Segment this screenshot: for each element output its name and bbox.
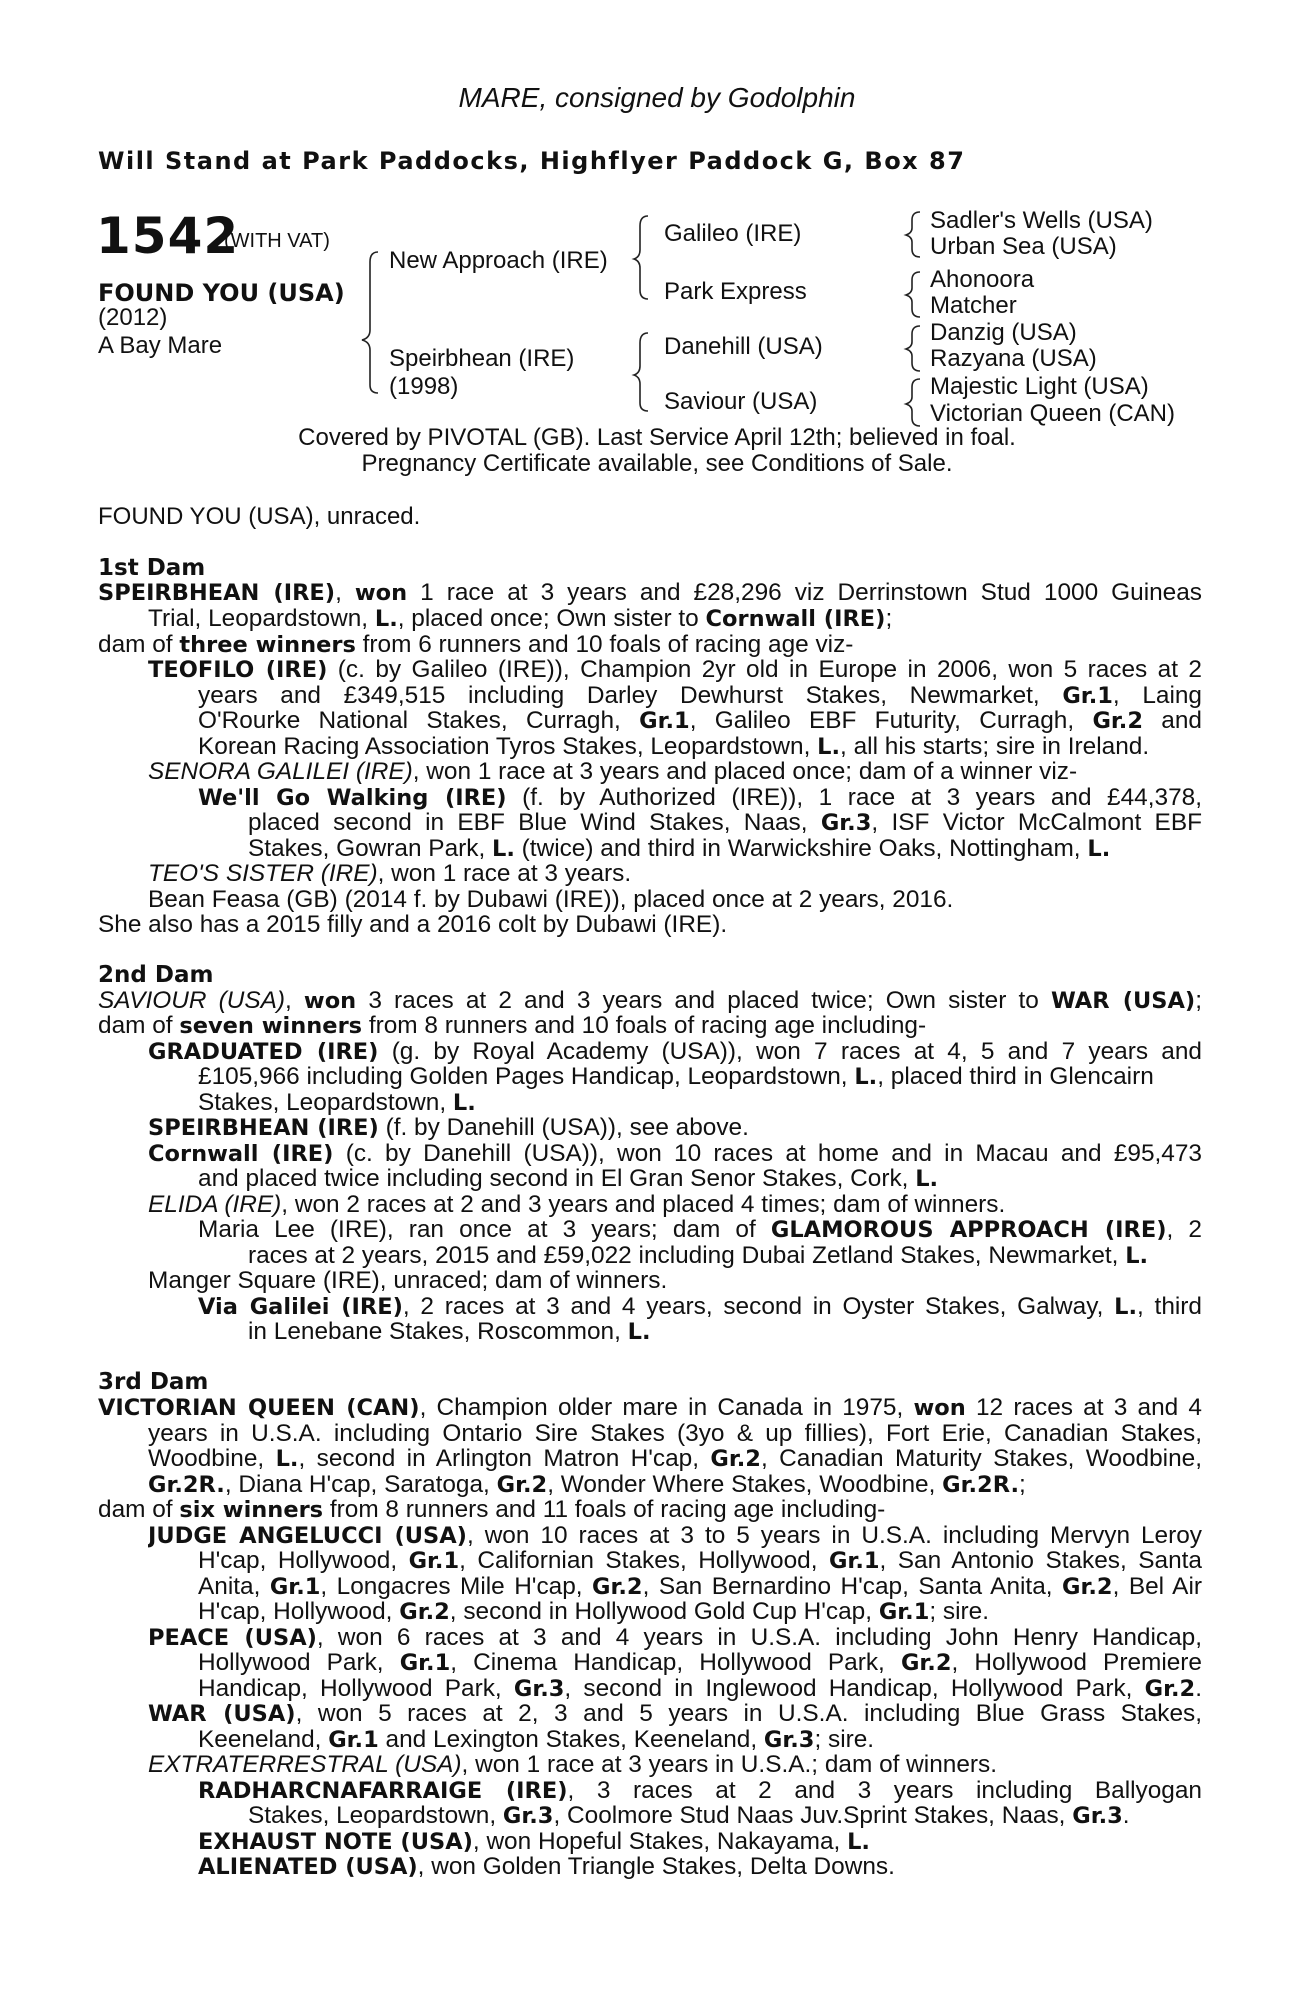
section-heading-dam2: 2nd Dam: [98, 962, 214, 988]
text-line: WAR (USA), won 5 races at 2, 3 and 5 years in U.S.A. including Blue Grass Stakes,: [148, 1700, 1202, 1726]
text-line: ALIENATED (USA), won Golden Triangle Stakes, Delta Downs.: [198, 1853, 895, 1880]
dam-dam: Saviour (USA): [664, 388, 818, 415]
sire-dam: Park Express: [664, 278, 807, 305]
ancestor-4: Matcher: [930, 292, 1017, 319]
text-line: We'll Go Walking (IRE) (f. by Authorized (IRE)), 1 race at 3 years and £44,378,: [198, 784, 1202, 810]
section-heading-dam1: 1st Dam: [98, 555, 206, 581]
text-line: EXTRATERRESTRAL (USA), won 1 race at 3 years in U.S.A.; dam of winners.: [148, 1751, 998, 1778]
text-line: dam of seven winners from 8 runners and 10 foals of racing age including-: [98, 1012, 927, 1039]
text-line: Keeneland, Gr.1 and Lexington Stakes, Keeneland, Gr.3; sire.: [198, 1726, 875, 1753]
text-line: GRADUATED (IRE) (g. by Royal Academy (USA)), won 7 races at 4, 5 and 7 years and: [148, 1038, 1202, 1064]
text-line: H'cap, Hollywood, Gr.2, second in Hollywood Gold Cup H'cap, Gr.1; sire.: [198, 1598, 990, 1625]
text-line: SAVIOUR (USA), won 3 races at 2 and 3 years and placed twice; Own sister to WAR (USA);: [98, 987, 1202, 1013]
sire-name: New Approach (IRE): [389, 247, 608, 274]
text-line: £105,966 including Golden Pages Handicap, Leopardstown, L., placed third in Glencairn: [198, 1063, 1154, 1090]
ancestor-5: Danzig (USA): [930, 319, 1077, 346]
ancestor-6: Razyana (USA): [930, 345, 1097, 372]
ancestor-8: Victorian Queen (CAN): [930, 400, 1175, 427]
ancestor-1: Sadler's Wells (USA): [930, 207, 1153, 234]
vat-label: (WITH VAT): [224, 230, 330, 252]
text-line: RADHARCNAFARRAIGE (IRE), 3 races at 2 and 3 years including Ballyogan: [198, 1777, 1202, 1803]
text-line: dam of six winners from 8 runners and 11 foals of racing age including-: [98, 1496, 886, 1523]
text-line: TEOFILO (IRE) (c. by Galileo (IRE)), Champion 2yr old in Europe in 2006, won 5 races at 2: [148, 656, 1202, 682]
horse-year: (2012): [98, 304, 168, 331]
text-line: and placed twice including second in El Gran Senor Stakes, Cork, L.: [198, 1165, 939, 1192]
text-line: Bean Feasa (GB) (2014 f. by Dubawi (IRE)), placed once at 2 years, 2016.: [148, 886, 954, 913]
ancestor-7: Majestic Light (USA): [930, 373, 1149, 400]
ancestor-3: Ahonoora: [930, 266, 1035, 293]
text-line: Stakes, Leopardstown, Gr.3, Coolmore Stud Naas Juv.Sprint Stakes, Naas, Gr.3.: [248, 1802, 1130, 1829]
text-line: JUDGE ANGELUCCI (USA), won 10 races at 3 to 5 years in U.S.A. including Mervyn Leroy: [148, 1522, 1202, 1548]
text-line: Handicap, Hollywood Park, Gr.3, second in Inglewood Handicap, Hollywood Park, Gr.2.: [198, 1675, 1202, 1701]
dam-name: Speirbhean (IRE): [389, 345, 575, 372]
location-line: Will Stand at Park Paddocks, Highflyer Paddock G, Box 87: [98, 147, 966, 175]
text-line: H'cap, Hollywood, Gr.1, Californian Stakes, Hollywood, Gr.1, San Antonio Stakes, Santa: [198, 1547, 1202, 1573]
text-line: Maria Lee (IRE), ran once at 3 years; dam of GLAMOROUS APPROACH (IRE), 2: [198, 1216, 1202, 1242]
ancestor-2: Urban Sea (USA): [930, 233, 1117, 260]
text-line: She also has a 2015 filly and a 2016 colt by Dubawi (IRE).: [98, 911, 728, 938]
text-line: SENORA GALILEI (IRE), won 1 race at 3 years and placed once; dam of a winner viz-: [148, 758, 1078, 785]
text-line: years and £349,515 including Darley Dewhurst Stakes, Newmarket, Gr.1, Laing: [198, 682, 1202, 708]
text-line: Cornwall (IRE) (c. by Danehill (USA)), won 10 races at home and in Macau and £95,473: [148, 1140, 1202, 1166]
text-line: O'Rourke National Stakes, Curragh, Gr.1, Galileo EBF Futurity, Curragh, Gr.2 and: [198, 707, 1202, 733]
section-heading-dam3: 3rd Dam: [98, 1369, 209, 1395]
dam-sire: Danehill (USA): [664, 333, 823, 360]
text-line: in Lenebane Stakes, Roscommon, L.: [248, 1318, 651, 1345]
text-line: Anita, Gr.1, Longacres Mile H'cap, Gr.2, San Bernardino H'cap, Santa Anita, Gr.2, Bel Air: [198, 1573, 1202, 1599]
text-line: Woodbine, L., second in Arlington Matron H'cap, Gr.2, Canadian Maturity Stakes, Woodbine,: [148, 1445, 1202, 1471]
text-line: SPEIRBHEAN (IRE), won 1 race at 3 years and £28,296 viz Derrinstown Stud 1000 Guineas: [98, 579, 1202, 605]
text-line: Stakes, Leopardstown, L.: [198, 1089, 476, 1116]
horse-name: FOUND YOU (USA): [98, 279, 345, 307]
text-line: Via Galilei (IRE), 2 races at 3 and 4 years, second in Oyster Stakes, Galway, L., third: [198, 1293, 1202, 1319]
text-line: SPEIRBHEAN (IRE) (f. by Danehill (USA)), see above.: [148, 1114, 749, 1141]
text-line: Trial, Leopardstown, L., placed once; Own sister to Cornwall (IRE);: [148, 605, 893, 632]
text-line: Hollywood Park, Gr.1, Cinema Handicap, Hollywood Park, Gr.2, Hollywood Premiere: [198, 1649, 1202, 1675]
intro-line: FOUND YOU (USA), unraced.: [98, 503, 421, 530]
page-subtitle: MARE, consigned by Godolphin: [458, 82, 856, 113]
horse-description: A Bay Mare: [98, 332, 223, 359]
sire-sire: Galileo (IRE): [664, 220, 802, 247]
cover-line-2: Pregnancy Certificate available, see Conditions of Sale.: [361, 450, 953, 477]
text-line: VICTORIAN QUEEN (CAN), Champion older mare in Canada in 1975, won 12 races at 3 and 4: [98, 1394, 1202, 1420]
text-line: races at 2 years, 2015 and £59,022 including Dubai Zetland Stakes, Newmarket, L.: [248, 1242, 1149, 1269]
dam-year: (1998): [389, 373, 459, 400]
text-line: years in U.S.A. including Ontario Sire Stakes (3yo & up fillies), Fort Erie, Canadian Stakes,: [148, 1420, 1202, 1446]
text-line: PEACE (USA), won 6 races at 3 and 4 years in U.S.A. including John Henry Handicap,: [148, 1624, 1202, 1650]
text-line: Stakes, Gowran Park, L. (twice) and third in Warwickshire Oaks, Nottingham, L.: [248, 835, 1111, 862]
text-line: Korean Racing Association Tyros Stakes, Leopardstown, L., all his starts; sire in Ireland.: [198, 733, 1150, 760]
cover-line-1: Covered by PIVOTAL (GB). Last Service April 12th; believed in foal.: [298, 424, 1016, 451]
text-line: TEO'S SISTER (IRE), won 1 race at 3 years.: [148, 860, 632, 887]
text-line: Gr.2R., Diana H'cap, Saratoga, Gr.2, Wonder Where Stakes, Woodbine, Gr.2R.;: [148, 1471, 1026, 1498]
text-line: placed second in EBF Blue Wind Stakes, Naas, Gr.3, ISF Victor McCalmont EBF: [248, 809, 1202, 835]
lot-number: 1542: [96, 207, 240, 265]
text-line: dam of three winners from 6 runners and 10 foals of racing age viz-: [98, 631, 854, 658]
text-line: ELIDA (IRE), won 2 races at 2 and 3 years and placed 4 times; dam of winners.: [148, 1191, 1006, 1218]
text-line: Manger Square (IRE), unraced; dam of winners.: [148, 1267, 668, 1294]
text-line: EXHAUST NOTE (USA), won Hopeful Stakes, Nakayama, L.: [198, 1828, 870, 1855]
